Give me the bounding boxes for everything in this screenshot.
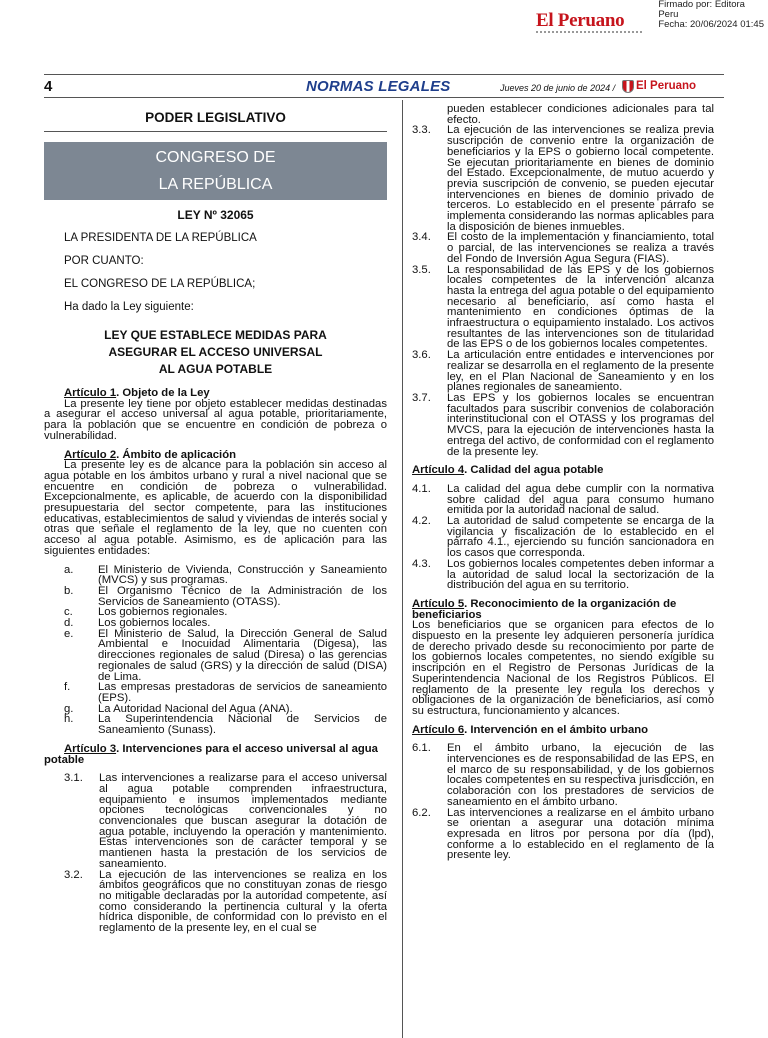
item-text: La articulación entre entidades e intervenciones por realizar se desarrolla en el reglamento de la presente ley, en el Plan Nacional de Saneamiento y en los planes regionales de saneamiento. [447, 349, 714, 394]
item-marker: h. [64, 713, 74, 726]
article-title: . Intervención en el ámbito urbano [464, 723, 649, 736]
item-marker: 3.5. [412, 263, 431, 276]
item-marker: 6.2. [412, 806, 431, 819]
left-column [44, 104, 387, 934]
preamble-line: POR CUANTO: [64, 255, 144, 267]
preamble-line: Ha dado la Ley siguiente: [64, 301, 194, 313]
item-marker: b. [64, 584, 74, 597]
congress-line: LA REPÚBLICA [158, 176, 273, 193]
item-text: Los gobiernos locales competentes deben informar a la autoridad de salud local la sectorización de la distribución del agua en su territorio. [447, 557, 714, 592]
item-marker: g. [64, 702, 74, 715]
numbered-paragraph [44, 870, 387, 934]
item-text: La Autoridad Nacional del Agua (ANA). [98, 702, 293, 715]
signature-line: Peru [658, 9, 679, 20]
item-text: Las EPS y los gobiernos locales se encuentran facultados para suscribir convenios de colaboración interinstitucional con el OTASS y los programas del MVCS, para la ejecución de intervenciones hasta la entrega del activo, de conformidad con el reglamento de la presente ley. [447, 391, 714, 458]
article-2-text: La presente ley es de alcance para la población sin acceso al agua potable en los ámbitos urbano y rural a nivel nacional que se encuentre en condición de pobreza o vulnerabilidad. Excepcionalmente, es aplicable, de acuerdo con la disponibilidad presupuestaria del sector competente, para las instituciones educativas, establecimientos de salud y viviendas de interés social y otras que señale el reglamento de la ley, que no cuenten con acceso al agua potable. Asimismo, es de aplicación para las siguientes entidades: [44, 459, 387, 557]
numbered-paragraph [44, 773, 387, 869]
header-bottom-rule [44, 97, 724, 98]
list-item [44, 586, 387, 607]
item-marker: 4.1. [412, 482, 431, 495]
signature-line: Firmado por: Editora [658, 0, 745, 10]
item-marker: 4.2. [412, 515, 431, 528]
article-label: Artículo 1 [64, 387, 117, 399]
article-4-list [412, 484, 714, 591]
article-1-text: La presente ley tiene por objeto establecer medidas destinadas a asegurar el acceso universal al agua potable, prioritariamente, para la población que se encuentre en condición de pobreza o vulnerabilidad. [44, 397, 387, 442]
numbered-paragraph [412, 350, 714, 393]
item-marker: a. [64, 563, 74, 576]
article-label: Artículo 3 [64, 742, 117, 755]
item-marker: 3.2. [64, 868, 83, 881]
congress-line: CONGRESO DE [155, 149, 276, 166]
item-marker: 3.1. [64, 772, 83, 785]
item-text: El Ministerio de Vivienda, Construcción y Saneamiento (MVCS) y sus programas. [98, 563, 387, 587]
article-4-heading [412, 465, 714, 476]
list-item [44, 629, 387, 683]
issue-date: Jueves 20 de junio de 2024 / [500, 83, 616, 93]
item-marker: 4.3. [412, 557, 431, 570]
signature-line: Fecha: 20/06/2024 01:45 [658, 19, 764, 30]
numbered-paragraph [412, 808, 714, 862]
branch-heading: PODER LEGISLATIVO [145, 110, 286, 125]
numbered-paragraph [412, 559, 714, 591]
article-3-list-continued [412, 125, 714, 457]
item-marker: 3.3. [412, 124, 431, 137]
law-title-line: ASEGURAR EL ACCESO UNIVERSAL [108, 345, 323, 359]
article-6-heading [412, 725, 714, 736]
item-marker: 6.1. [412, 742, 431, 755]
article-title: . Objeto de la Ley [116, 387, 210, 399]
item-text: La responsabilidad de las EPS y de los gobiernos locales competentes de la intervención alcanza hasta la entrega del agua potable o del equipamiento necesario al beneficiario, así como hasta el mantenimiento en condiciones óptimas de la infraestructura o equipamiento instalado. Los activos resultantes de las intervenciones son de titularidad de las EPS o de los gobiernos locales competentes. [447, 263, 714, 351]
article-label: Artículo 5 [412, 597, 465, 610]
preamble [44, 232, 387, 313]
article-5-heading [412, 599, 714, 620]
article-2-list [44, 565, 387, 736]
law-title [44, 327, 387, 378]
article-title: . Calidad del agua potable [464, 464, 604, 477]
article-5-text: Los beneficiarios que se organicen para efectos de lo dispuesto en la presente ley adquieren personería jurídica de derecho privado desde su reconocimiento por parte de los gobiernos locales competentes, no siendo exigible su inscripción en el Registro de Personas Jurídicas de la Superintendencia Nacional de los Registros Públicos. El reglamento de la presente ley regula los derechos y obligaciones de la organización de beneficiarios, así como su estructura, funcionamiento y alcances. [412, 619, 714, 717]
column-separator [402, 100, 403, 1038]
article-label: Artículo 6 [412, 723, 465, 736]
branch-rule [44, 131, 387, 132]
masthead-logo: El Peruano [536, 10, 625, 31]
numbered-paragraph [412, 232, 714, 264]
page-number: 4 [44, 78, 53, 95]
item-text: El Ministerio de Salud, la Dirección General de Salud Ambiental e Inocuidad Alimentaria (Digesa), las direcciones regionales de salud (Diresa) o las gerencias regionales de salud (GRS) y la dirección de salud (DISA) de Lima. [98, 627, 387, 683]
item-marker: e. [64, 627, 74, 640]
item-marker: 3.4. [412, 231, 431, 244]
article-title: . Intervenciones para el acceso universal al agua potable [44, 742, 378, 766]
article-title: . Reconocimiento de la organización de beneficiarios [412, 597, 677, 621]
header-top-rule [44, 74, 724, 75]
item-marker: 3.7. [412, 391, 431, 404]
item-text: La Superintendencia Nacional de Servicios de Saneamiento (Sunass). [98, 713, 387, 737]
law-title-line: LEY QUE ESTABLECE MEDIDAS PARA [104, 328, 327, 342]
item-text: La ejecución de las intervenciones se realiza en los ámbitos geográficos que no constituyan zonas de riesgo no mitigable declaradas por la autoridad competente, así como considerando la pertinencia cultural y la oferta hídrica disponible, de conformidad con lo previsto en el reglamento de la presente ley, en el cual se [99, 868, 387, 935]
item-text: La calidad del agua debe cumplir con la normativa sobre calidad del agua para consumo humano emitida por la autoridad nacional de salud. [447, 482, 714, 517]
congress-banner [44, 142, 387, 200]
list-item [44, 714, 387, 735]
item-text: Las intervenciones a realizarse para el acceso universal al agua potable comprenden infraestructura, equipamiento e insumos implementados mediante opciones tecnológicas convencionales y no convencionales que buscan asegurar la dotación de agua potable, incluyendo la operación y mantenimiento. Estas intervenciones son de carácter temporal y se mantienen hasta la prestación de los servicios de saneamiento. [99, 772, 387, 870]
item-text: Los gobiernos locales. [98, 617, 211, 630]
item-text: El costo de la implementación y financiamiento, total o parcial, de las intervenciones se realiza a través del Fondo de Inversión Agua Segura (FIAS). [447, 231, 714, 265]
item-marker: f. [64, 681, 71, 694]
article-3-list [44, 773, 387, 934]
numbered-paragraph [412, 125, 714, 232]
numbered-paragraph [412, 265, 714, 351]
right-column [412, 104, 714, 861]
article-3-heading [44, 744, 387, 765]
item-marker: 3.6. [412, 349, 431, 362]
item-text: Las intervenciones a realizarse en el ámbito urbano se orientan a asegurar una dotación mínima expresada en litros por persona por día (lpd), conforme a lo establecido en el reglamento de la presente ley. [447, 806, 714, 862]
item-text: El Organismo Técnico de la Administración de los Servicios de Saneamiento (OTASS). [98, 584, 387, 608]
continuation-text: pueden establecer condiciones adicionales para tal efecto. [447, 103, 714, 126]
numbered-paragraph [412, 484, 714, 516]
numbered-paragraph [412, 393, 714, 457]
item-text: La autoridad de salud competente se encarga de la vigilancia y fiscalización de lo establecido en el párrafo 4.1., ejerciendo su función sancionadora en los casos que corresponda. [447, 515, 714, 560]
item-marker: d. [64, 617, 74, 630]
numbered-paragraph [412, 743, 714, 807]
article-title: . Ámbito de aplicación [116, 448, 237, 461]
digital-signature [658, 0, 764, 30]
preamble-line: LA PRESIDENTA DE LA REPÚBLICA [64, 232, 257, 244]
item-text: Las empresas prestadoras de servicios de saneamiento (EPS). [98, 681, 387, 704]
article-label: Artículo 2 [64, 448, 117, 461]
coat-of-arms-icon [622, 80, 634, 93]
list-item [44, 682, 387, 703]
article-label: Artículo 4 [412, 464, 465, 477]
numbered-paragraph [412, 516, 714, 559]
preamble-line: EL CONGRESO DE LA REPÚBLICA; [64, 278, 256, 290]
article-6-list [412, 743, 714, 861]
header-brand: El Peruano [636, 80, 697, 92]
item-text: Los gobiernos regionales. [98, 606, 228, 619]
law-title-line: AL AGUA POTABLE [158, 362, 273, 376]
item-text: En el ámbito urbano, la ejecución de las intervenciones es de responsabilidad de las EPS, en el marco de su responsabilidad, y de los gobiernos locales competentes en su respectiva jurisdicción, en colaboración con los prestadores de servicios de saneamiento en el ámbito urbano. [447, 742, 714, 808]
masthead-tagline-rule [536, 31, 644, 33]
list-item [44, 565, 387, 586]
item-marker: c. [64, 606, 73, 619]
section-title: NORMAS LEGALES [306, 78, 451, 95]
list-item [44, 607, 387, 618]
item-text: La ejecución de las intervenciones se realiza previa suscripción de convenio entre la organización de beneficiarios y la EPS o gobierno local competente. Se ejecutan prioritariamente en bienes de dominio del Estado. Excepcionalmente, de mutuo acuerdo y previa suscripción de convenio, se pueden ejecutar intervenciones en bienes de dominio privado de terceros. Lo establecido en el presente párrafo se implementa considerando las normas aplicables para la disposición de bienes inmuebles. [447, 124, 714, 233]
law-number: LEY Nº 32065 [177, 208, 254, 222]
